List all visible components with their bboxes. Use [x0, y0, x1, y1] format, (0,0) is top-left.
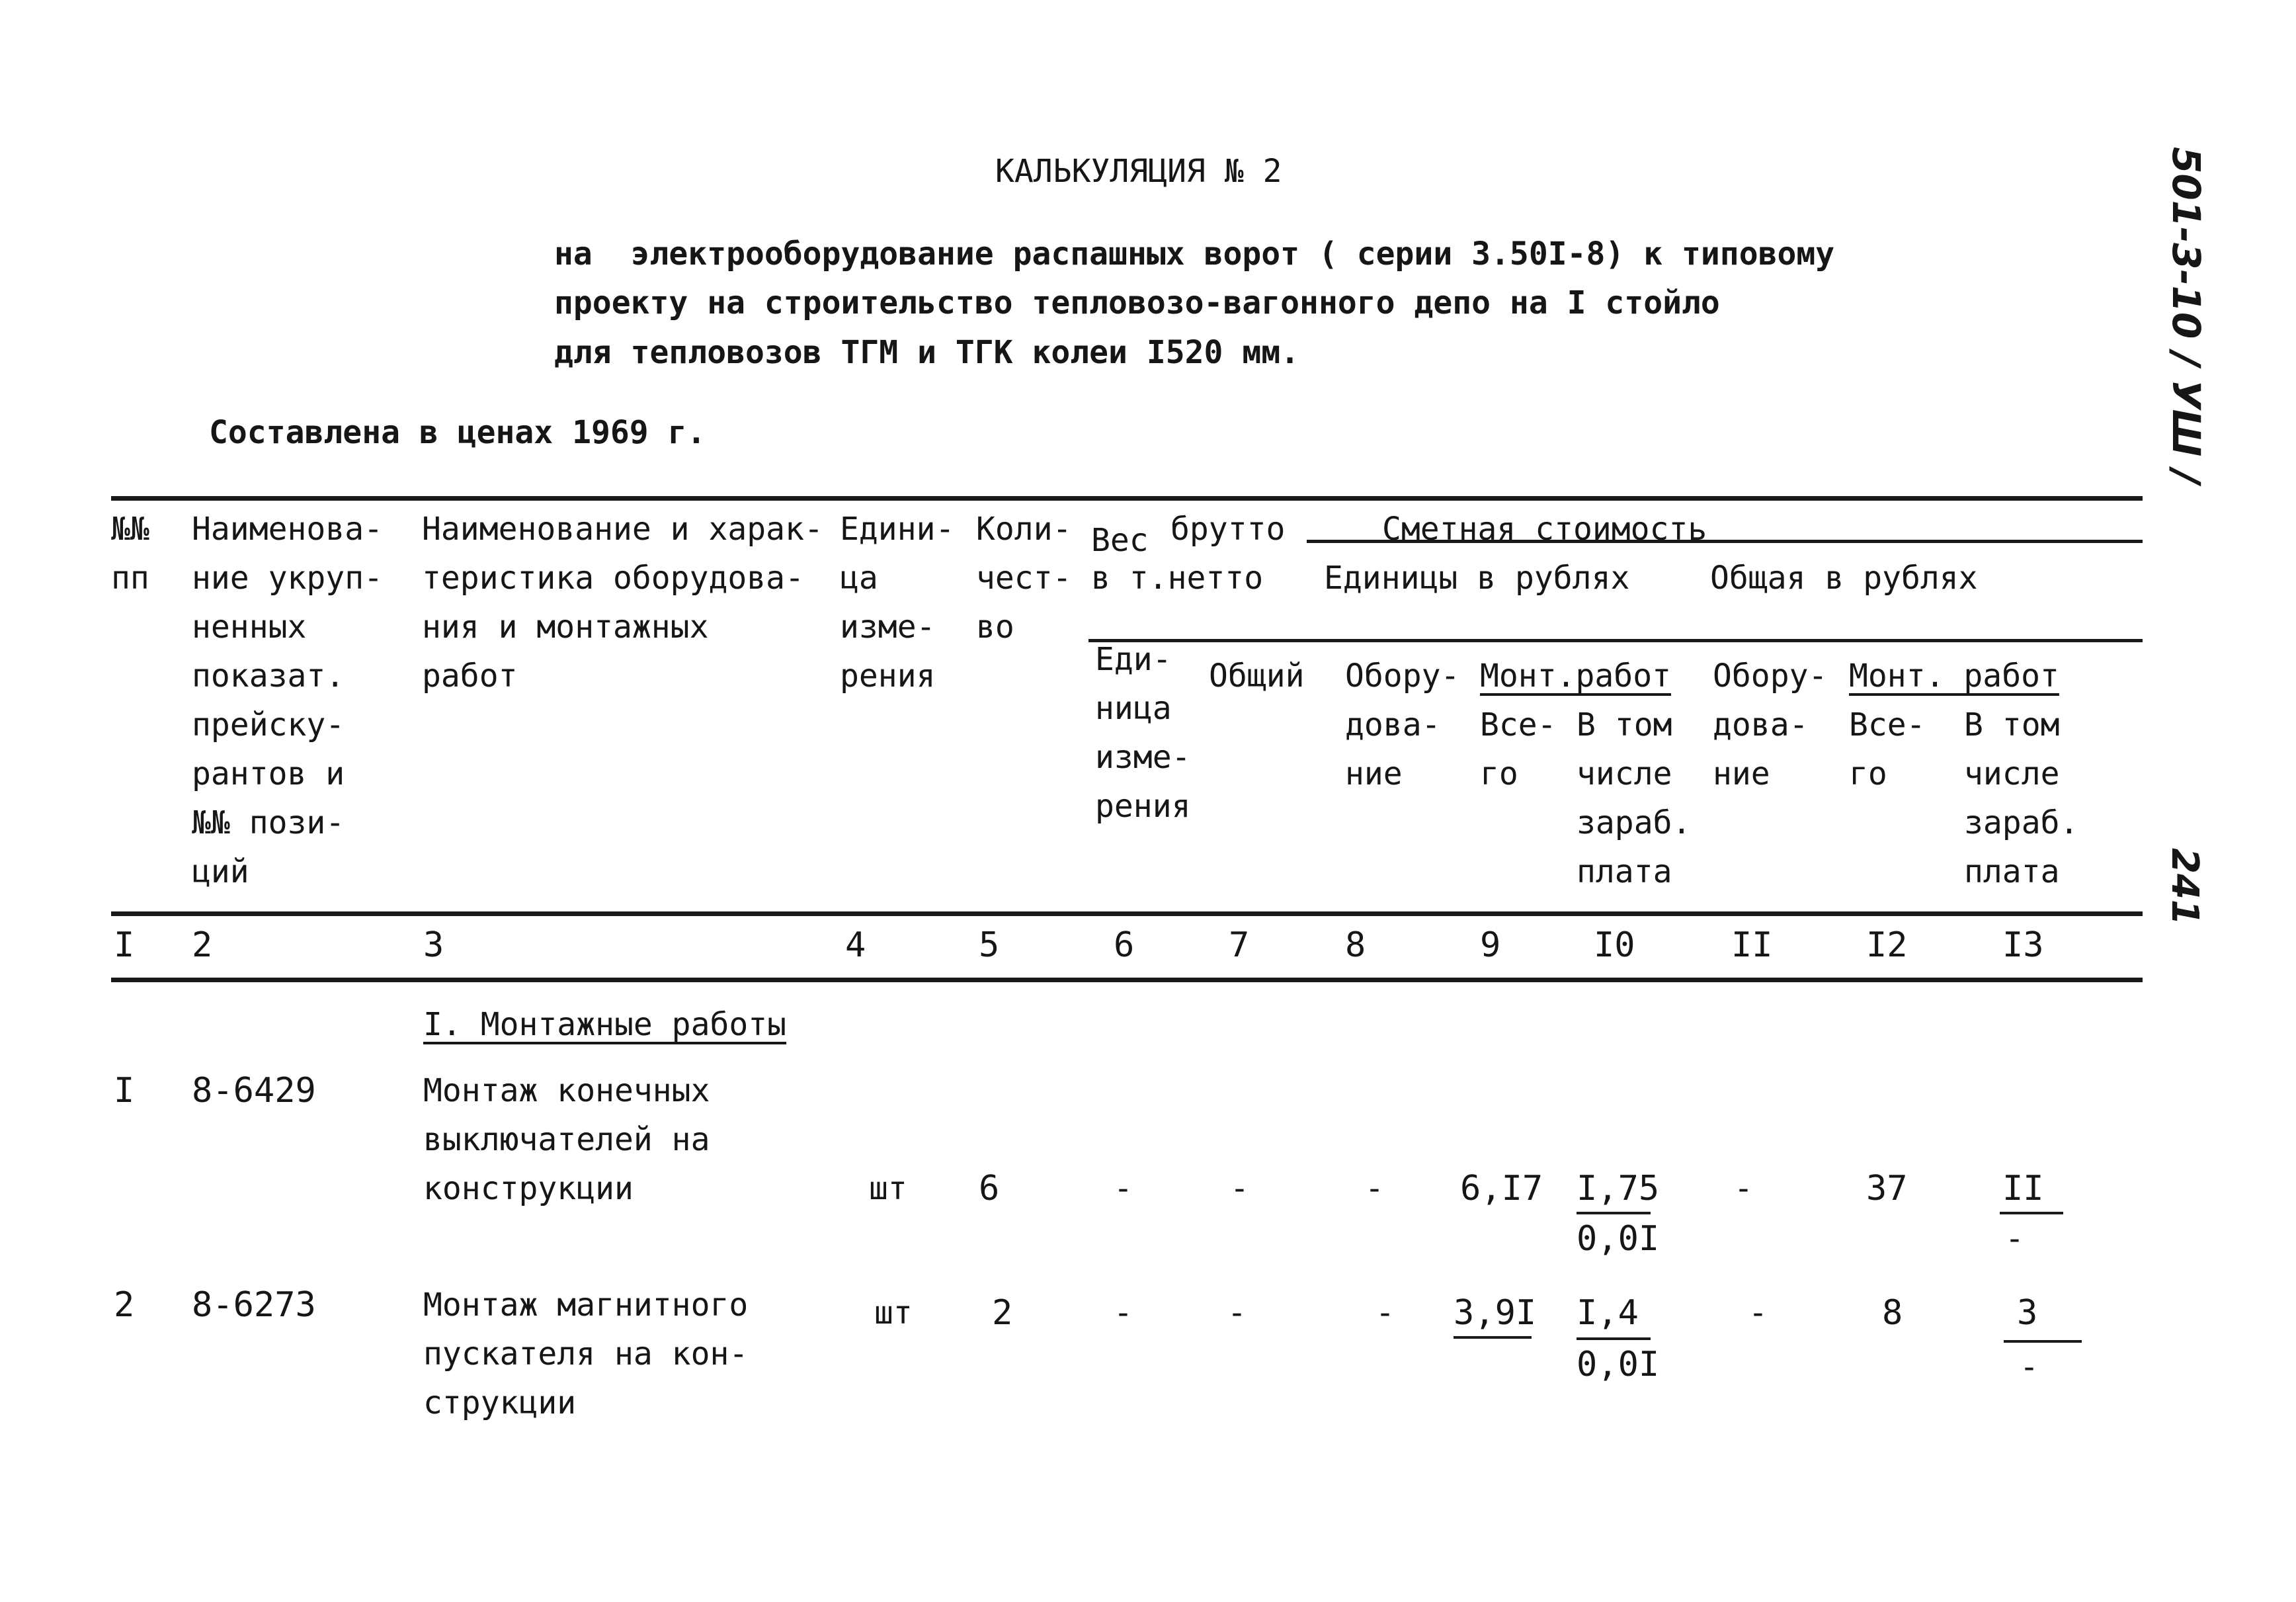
- row2-mont-unit: 3,9I: [1454, 1293, 1537, 1333]
- subtitle-line-1: на электрооборудование распашных ворот ( серии 3.50I-8) к типовому: [554, 235, 1835, 273]
- row1-name-l3: конструкции: [423, 1170, 634, 1207]
- section-title: I. Монтажные работы: [423, 1006, 787, 1043]
- colnum-5: 5: [979, 925, 1000, 965]
- hdr-weight-brutto: брутто: [1170, 511, 1286, 548]
- prices-note: Составлена в ценах 1969 г.: [209, 414, 706, 451]
- row1-mont-total: 37: [1866, 1169, 1908, 1208]
- hdr-c6-l4: рения: [1095, 788, 1191, 825]
- hdr-weight-netto: в т.нетто: [1091, 560, 1264, 597]
- row2-qty: 2: [992, 1293, 1013, 1333]
- row1-w-total: -: [1230, 1170, 1249, 1207]
- hdr-c6-l3: изме-: [1095, 739, 1191, 776]
- hdr-c2-l6: рантов и: [192, 755, 345, 792]
- hdr-c1-l2: пп: [111, 560, 149, 597]
- subheader-rule: [1088, 639, 2143, 642]
- header-bottom-rule: [111, 911, 2143, 916]
- hdr-c13-l3: зараб.: [1964, 804, 2079, 841]
- row1-wage-unit-bottom: 0,0I: [1577, 1219, 1660, 1259]
- hdr-c10-l3: зараб.: [1577, 804, 1692, 841]
- row2-name-l3: струкции: [423, 1384, 577, 1421]
- colnum-4: 4: [845, 925, 866, 965]
- row1-code: 8-6429: [192, 1071, 316, 1111]
- row2-equip-total: -: [1748, 1294, 1768, 1331]
- hdr-c5-l3: во: [976, 609, 1014, 646]
- hdr-c10-l4: плата: [1577, 853, 1672, 890]
- hdr-c11-l1: Обору-: [1713, 657, 1828, 695]
- hdr-c1-l1: №№: [111, 511, 149, 548]
- row1-name-l1: Монтаж конечных: [423, 1072, 710, 1109]
- hdr-c5-l1: Коли-: [976, 511, 1072, 548]
- page-number: 241: [2163, 848, 2206, 925]
- hdr-c4-l4: рения: [840, 657, 936, 695]
- row2-name-l1: Монтаж магнитного: [423, 1286, 749, 1324]
- row1-equip-unit: -: [1365, 1170, 1384, 1207]
- hdr-c2-l2: ние укруп-: [192, 560, 383, 597]
- side-stamp: 501-3-10 / УШ /: [2164, 147, 2209, 484]
- hdr-c13-l4: плата: [1964, 853, 2060, 890]
- row2-wage-unit-top: I,4: [1577, 1293, 1639, 1333]
- row2-code: 8-6273: [192, 1285, 316, 1325]
- hdr-mont-total: Монт. работ: [1849, 657, 2059, 695]
- hdr-c9-l1: Все-: [1480, 706, 1557, 743]
- hdr-c2-l4: показат.: [192, 657, 345, 695]
- document-title: КАЛЬКУЛЯЦИЯ № 2: [995, 153, 1282, 190]
- subtitle-line-2: проекту на строительство тепловозо-вагонного депо на I стойло: [554, 284, 1720, 321]
- hdr-unit-rub: Единицы в рублях: [1324, 560, 1630, 597]
- colnum-2: 2: [192, 925, 213, 965]
- hdr-total-rub: Общая в рублях: [1710, 560, 1978, 597]
- colnum-6: 6: [1114, 925, 1135, 965]
- row2-name-l2: пускателя на кон-: [423, 1335, 749, 1372]
- row1-equip-total: -: [1734, 1170, 1753, 1207]
- colnum-13: I3: [2002, 925, 2044, 965]
- hdr-c8-l1: Обору-: [1345, 657, 1460, 695]
- row1-unit: шт: [869, 1170, 907, 1207]
- row2-wage-unit-bottom: 0,0I: [1577, 1345, 1660, 1384]
- subtitle-line-3: для тепловозов ТГМ и ТГК колеи I520 мм.: [554, 334, 1300, 371]
- table-top-rule: [111, 496, 2143, 501]
- colnum-7: 7: [1229, 925, 1250, 965]
- hdr-c2-l8: ций: [192, 853, 249, 890]
- row1-mont-unit: 6,I7: [1460, 1169, 1543, 1208]
- hdr-weight-top: Вес: [1091, 522, 1149, 559]
- colnum-10: I0: [1594, 925, 1635, 965]
- hdr-c13-l1: В том: [1964, 706, 2060, 743]
- hdr-smeta: Сметная стоимость: [1382, 511, 1707, 548]
- colnum-8: 8: [1345, 925, 1366, 965]
- colnum-12: I2: [1866, 925, 1908, 965]
- hdr-c12-l1: Все-: [1849, 706, 1926, 743]
- hdr-c3-l4: работ: [422, 657, 518, 695]
- hdr-c10-l2: числе: [1577, 755, 1672, 792]
- colnum-3: 3: [423, 925, 444, 965]
- colnum-1: I: [114, 925, 135, 965]
- row1-qty: 6: [979, 1169, 1000, 1208]
- hdr-c3-l1: Наименование и харак-: [422, 511, 823, 548]
- hdr-c11-l2: дова-: [1713, 706, 1809, 743]
- hdr-c8-l3: ние: [1345, 755, 1403, 792]
- hdr-c2-l3: ненных: [192, 609, 307, 646]
- row2-mont-total: 8: [1882, 1293, 1903, 1333]
- hdr-c9-l2: го: [1480, 755, 1518, 792]
- hdr-mont-unit: Монт.работ: [1480, 657, 1671, 695]
- row2-w-unit: -: [1114, 1294, 1133, 1331]
- hdr-c4-l1: Едини-: [840, 511, 955, 548]
- hdr-c3-l2: теристика оборудова-: [422, 560, 804, 597]
- hdr-c4-l2: ца: [840, 560, 878, 597]
- row2-wage-total-fraction-line: [2004, 1340, 2082, 1343]
- hdr-c2-l7: №№ пози-: [192, 804, 345, 841]
- row1-wage-total-bottom: -: [2005, 1220, 2024, 1257]
- row2-num: 2: [114, 1285, 135, 1325]
- row1-wage-total-top: II: [2002, 1169, 2044, 1208]
- row1-name-l2: выключателей на: [423, 1121, 710, 1158]
- row2-wage-total-top: 3: [2017, 1293, 2038, 1333]
- row2-w-total: -: [1227, 1294, 1247, 1331]
- hdr-c5-l2: чест-: [976, 560, 1072, 597]
- colnum-11: II: [1731, 925, 1773, 965]
- row1-wage-unit-top: I,75: [1577, 1169, 1660, 1208]
- hdr-c3-l3: ния и монтажных: [422, 609, 709, 646]
- row2-mont-unit-underline: [1454, 1336, 1532, 1339]
- hdr-c4-l3: изме-: [840, 609, 936, 646]
- row2-equip-unit: -: [1375, 1294, 1395, 1331]
- hdr-c2-l5: прейску-: [192, 706, 345, 743]
- hdr-c12-l2: го: [1849, 755, 1887, 792]
- colnum-9: 9: [1480, 925, 1501, 965]
- row2-wage-total-bottom: -: [2020, 1349, 2039, 1386]
- hdr-c2-l1: Наименова-: [192, 511, 383, 548]
- row1-w-unit: -: [1114, 1170, 1133, 1207]
- row2-unit: шт: [874, 1294, 913, 1331]
- hdr-c8-l2: дова-: [1345, 706, 1441, 743]
- colnum-bottom-rule: [111, 978, 2143, 982]
- row1-num: I: [114, 1071, 135, 1111]
- hdr-c11-l3: ние: [1713, 755, 1770, 792]
- hdr-c6-l2: ница: [1095, 690, 1172, 727]
- hdr-c13-l2: числе: [1964, 755, 2060, 792]
- hdr-c6-l1: Еди-: [1095, 641, 1172, 678]
- hdr-c7: Общий: [1209, 657, 1305, 695]
- hdr-c10-l1: В том: [1577, 706, 1672, 743]
